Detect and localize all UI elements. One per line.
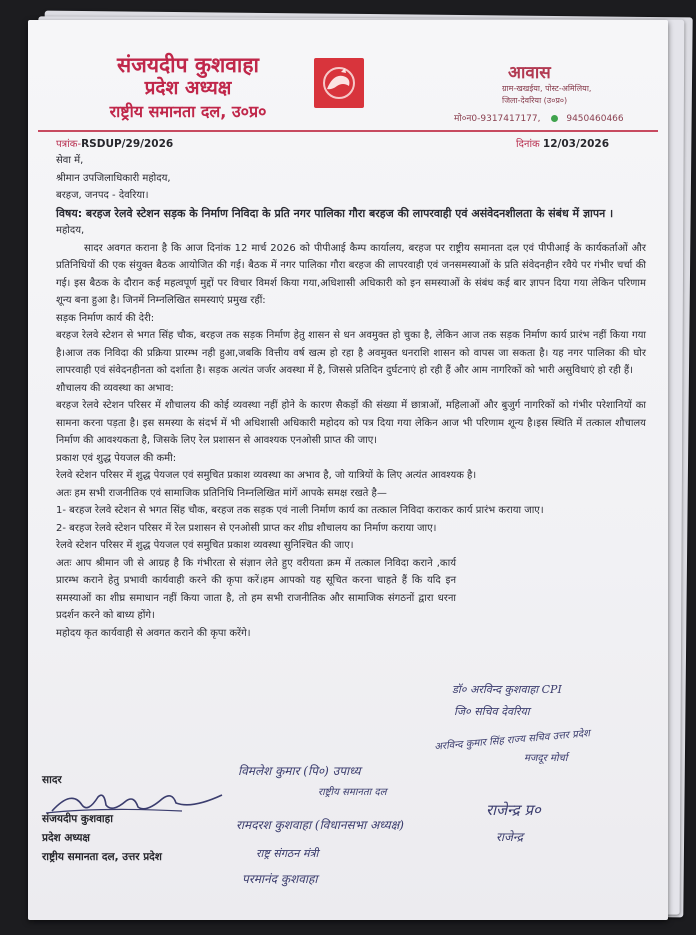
signoff-name: संजयदीप कुशवाहा: [42, 813, 113, 825]
demands-intro: अतः हम सभी राजनीतिक एवं सामाजिक प्रतिनिधि निम्नलिखित मांगें आपके समक्ष रखते है—: [56, 487, 387, 499]
issue-heading: प्रकाश एवं शुद्ध पेयजल की कमी:: [56, 452, 177, 464]
handwritten-signature: रामदरश कुशवाहा (विधानसभा अध्यक्ष): [236, 818, 404, 832]
salutation-line: श्रीमान उपजिलाधिकारी महोदय,: [56, 172, 171, 184]
demand-item: 2- बरहज रेलवे स्टेशन परिसर में रेल प्रशासन से एनओसी प्राप्त कर शीघ्र शौचालय का निर्माण कराया जाए।: [56, 522, 437, 534]
handwritten-signature: राजेन्द्र: [496, 830, 524, 844]
letterhead-divider: [38, 130, 658, 132]
demand-item: 1- बरहज रेलवे स्टेशन से भगत सिंह चौक, बरहज तक सड़क एवं नाली निर्माण कार्य का तत्काल निविदा कराकर कार्य प्रारंभ कराया जाए।: [56, 505, 544, 516]
sender-party: राष्ट्रीय समानता दल, उ०प्र०: [109, 102, 267, 121]
issue-text: बरहज रेलवे स्टेशन से भगत सिंह चौक, बरहज तक सड़क निर्माण हेतु शासन से धन अवमुक्त हो चुका है, लेकिन आज तक सड़क निर्माण कार्य प्रारंभ नहीं किया गया है।आज तक निविदा की प्रक्रिया प्रारम्भ नही हुआ,जबकि वित्तीय वर्ष खत्म हो रहा है अवमुक्त धनराशि शासन को वापस जा सकता है। यह नगर पालिका की घोर लापरवाही एवं संवेदनहीनता को दर्शाता है। सड़क अत्यंत जर्जर अवस्था में है, जिससे प्रतिदिन दुर्घटनाएं हो रही हैं और आम नागरिकों को भारी असुविधाएं हो रही हैं।: [56, 330, 646, 376]
signoff-post: प्रदेश अध्यक्ष: [42, 832, 90, 844]
phone-number: मो०न0-9317417177,: [454, 114, 541, 124]
party-logo-icon: [314, 58, 364, 108]
salutation-line: सेवा में,: [56, 155, 84, 166]
letterhead-sender: [98, 54, 278, 123]
letterhead-address: [454, 60, 654, 124]
intro-paragraph: सादर अवगत कराना है कि आज दिनांक 12 मार्च 2026 को पीपीआई कैम्प कार्यालय, बरहज पर राष्ट्रीय समानता दल एवं पीपीआई के कार्यकर्ताओं और प्रतिनिधियों की एक संयुक्त बैठक आयोजित की गई। बैठक में नगर पालिका गौरा बरहज की लापरवाही एवं जनसमस्याओं के प्रति संवेदनहीन रवैये पर गंभीर चर्चा की गई। इस बैठक के दौरान कई महत्वपूर्ण मुद्दों पर विचार विमर्श किया गया,अधिशासी अधिकारी को इन समस्याओं के संबंध कई बार ज्ञापन दिया गया लेकिन परिणाम शून्य बना हुआ है। जिनमें निम्नलिखित समस्याएं प्रमुख रहीं:: [56, 242, 646, 306]
handwritten-signature: अरविन्द कुमार सिंह राज्य सचिव उत्तर प्रदेश: [433, 728, 591, 753]
issue-text: बरहज रेलवे स्टेशन परिसर में शौचालय की कोई व्यवस्था नहीं होने के कारण सैकड़ों की संख्या में छात्राओं, महिलाओं और बुजुर्ग नागरिकों को गंभीर परेशानियों का सामना करना पड़ता है। इस समस्या के संदर्भ में भी अधिशासी अधिकारी महोदय को पत्र दिया गया लेकिन आज भी परिणाम शून्य है।इस स्थिति में तत्काल शौचालय निर्माण की आवश्यकता है, जिसके लिए रेल प्रशासन से आवश्यक एनओसी प्राप्त की जाए।: [56, 400, 646, 446]
date-label: दिनांक: [516, 139, 540, 150]
reference-label: पत्रांक-: [56, 139, 82, 150]
handwritten-signature: मजदूर मोर्चा: [524, 753, 568, 764]
issue-heading: सड़क निर्माण कार्य की देरी:: [56, 312, 155, 324]
handwritten-signature: डॉ० अरविन्द कुशवाहा CPI: [452, 683, 562, 696]
sender-name: संजयदीप कुशवाहा: [117, 53, 259, 77]
whatsapp-icon: [551, 115, 558, 122]
issue-heading: शौचालय की व्यवस्था का अभाव:: [56, 382, 174, 394]
final-request: महोदय कृत कार्यवाही से अवगत कराने की कृपा करेंगे।: [56, 627, 251, 639]
address-title: आवास: [508, 63, 551, 83]
salutation-line: बरहज, जनपद - देवरिया।: [56, 190, 149, 201]
signoff-sadar: सादर: [42, 774, 62, 786]
reference-value: RSDUP/29/2026: [81, 138, 174, 150]
issue-text: रेलवे स्टेशन परिसर में शुद्ध पेयजल एवं समुचित प्रकाश व्यवस्था का अभाव है, जो यात्रियों के लिए अत्यंत आवश्यक है।: [56, 470, 477, 481]
handwritten-signature: परमानंद कुशवाहा: [242, 872, 318, 886]
sender-post: प्रदेश अध्यक्ष: [144, 77, 232, 99]
sender-signoff: [42, 771, 162, 867]
demand-item: रेलवे स्टेशन परिसर में शुद्ध पेयजल एवं समुचित प्रकाश व्यवस्था सुनिश्चित की जाए।: [56, 540, 354, 551]
address-greeting: महोदय,: [56, 225, 85, 236]
handwritten-signature: राष्ट्रीय समानता दल: [318, 787, 387, 798]
handwritten-signature: राजेन्द्र प्र०: [486, 801, 541, 819]
date-value: 12/03/2026: [542, 138, 610, 150]
address-line: जिला-देवरिया (उ०प्र०): [502, 96, 568, 105]
letter-page: [28, 20, 668, 920]
address-line: ग्राम-खखईया, पोस्ट-अमिलिया,: [502, 84, 592, 93]
phone-number: 9450460466: [566, 114, 624, 124]
handwritten-signature: जि० सचिव देवरिया: [454, 705, 530, 718]
closing-paragraph: अतः आप श्रीमान जी से आग्रह है कि गंभीरता से संज्ञान लेते हुए वरीयता क्रम में तत्काल निविदा कराने ,कार्य प्रारम्भ कराने हेतु प्रभावी कार्यवाही करने की कृपा करें।हम आपको यह सूचित करना चाहते हैं कि यदि इन समस्याओं का शीघ्र समाधान नहीं किया जाता है, तो हम सभी राजनीतिक और सामाजिक संगठनों द्वारा धरना प्रदर्शन करने को बाध्य होंगे।: [56, 557, 456, 621]
phone-row: [454, 111, 654, 124]
letter-date: [516, 136, 609, 150]
reference-number: [56, 136, 173, 150]
handwritten-signature: राष्ट्र संगठन मंत्री: [256, 847, 319, 860]
letter-body: [56, 152, 646, 642]
signoff-party: राष्ट्रीय समानता दल, उत्तर प्रदेश: [42, 851, 162, 863]
handwritten-signature: विमलेश कुमार (पि०) उपाध्य: [238, 764, 361, 778]
letter-subject: विषय: बरहज रेलवे स्टेशन सड़क के निर्माण निविदा के प्रति नगर पालिका गौरा बरहज की लापरवाही एवं असंवेदनशीलता के संबंध में ज्ञापन ।: [56, 206, 614, 220]
